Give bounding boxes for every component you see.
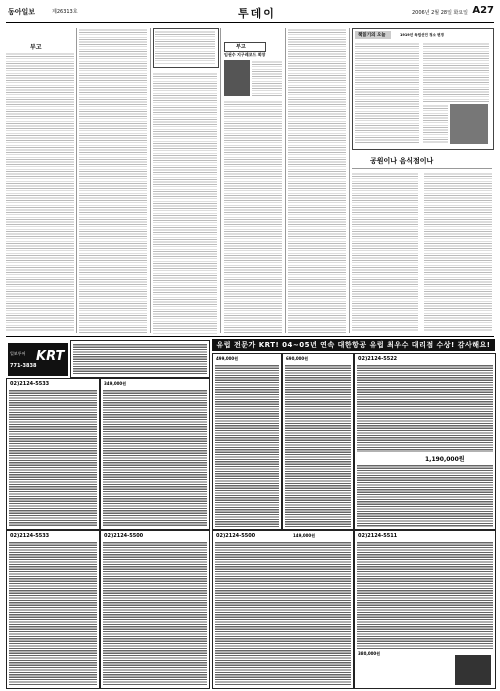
ad-price: 380,000원: [358, 651, 381, 656]
ad-block: [6, 530, 100, 689]
krt-phone: 771-3838: [10, 363, 37, 369]
column-lead: [252, 60, 282, 96]
column-body-2: [288, 28, 346, 334]
news-column-2: [79, 28, 147, 334]
masthead: [6, 4, 494, 23]
issue-number: 제26313호: [52, 9, 78, 15]
ad-text: [103, 389, 207, 527]
ad-text: [215, 541, 351, 686]
notice-text: [155, 30, 215, 64]
history-photo: [450, 104, 488, 144]
krt-brand: KRT: [36, 349, 65, 364]
feature-rule: [352, 168, 492, 169]
ad-price: 1,190,000원: [425, 456, 465, 463]
ad-block: [212, 353, 282, 530]
column-byline: 임권수 지구레코드 회장: [224, 52, 266, 57]
history-title: 책읽기의 오늘: [358, 33, 386, 38]
ad-logo: [455, 655, 491, 685]
ad-text: [215, 364, 279, 527]
ad-phone: 02)2124-5533: [10, 381, 50, 387]
column-body: [224, 100, 282, 334]
ad-price: 499,000원: [216, 356, 239, 361]
issue-date: 2006년 2월 28일 화요일: [411, 10, 468, 16]
ad-price: 349,000원: [104, 381, 127, 386]
paper-name: 동아일보: [8, 8, 36, 16]
ad-block: [212, 530, 354, 689]
obituary-list: [6, 52, 74, 332]
ad-block: [100, 530, 210, 689]
krt-tag: 일보투어: [10, 351, 26, 356]
ad-phone: 02)2124-5533: [10, 533, 50, 539]
column-heading: 부고: [236, 44, 246, 50]
ad-text: [103, 541, 207, 686]
feature-column-1: [352, 172, 418, 332]
ad-text: [73, 343, 207, 375]
ad-block: [354, 530, 496, 689]
ad-text: [9, 541, 97, 686]
ad-phone: 02)2124-5500: [216, 533, 256, 539]
ad-text: [357, 541, 493, 649]
column-divider: [76, 28, 77, 333]
ad-text: [357, 464, 493, 527]
krt-ad: [8, 343, 68, 376]
ad-block: [70, 340, 210, 378]
ad-block: [6, 378, 100, 530]
ad-text: [9, 389, 97, 527]
ad-price: 690,000원: [286, 356, 309, 361]
section-title: 투데이: [238, 7, 276, 20]
feature-column-2: [424, 172, 492, 332]
ad-block: [100, 378, 210, 530]
ad-text: [285, 364, 351, 527]
ad-phone: 02)2124-5511: [358, 533, 398, 539]
history-text-1: [355, 42, 419, 144]
ad-banner: 유럽 전문가 KRT! 04~05년 연속 대한항공 유럽 최우수 대리점 수상! 감사해요!: [212, 339, 495, 351]
history-text-2: [423, 42, 489, 102]
ad-block: [354, 353, 496, 530]
ad-block: [282, 353, 354, 530]
page-number: A27: [472, 5, 494, 16]
news-column-3: [153, 72, 217, 334]
ad-price: 149,000원: [293, 533, 316, 538]
column-divider: [349, 28, 350, 333]
portrait-photo: [224, 60, 250, 96]
feature-headline: 공원이나 음식점이나: [370, 157, 434, 165]
ad-text: [357, 364, 493, 452]
column-divider: [285, 28, 286, 333]
obituary-heading: 부고: [30, 44, 42, 51]
column-divider: [150, 28, 151, 333]
history-caption: [423, 104, 448, 144]
ad-phone: 02)2124-5500: [104, 533, 144, 539]
column-divider: [220, 28, 221, 333]
ad-section-rule: [6, 336, 494, 337]
history-subtitle: 1919년 독립선언 정소 변경: [400, 33, 444, 37]
ad-phone: 02)2124-5522: [358, 356, 398, 362]
